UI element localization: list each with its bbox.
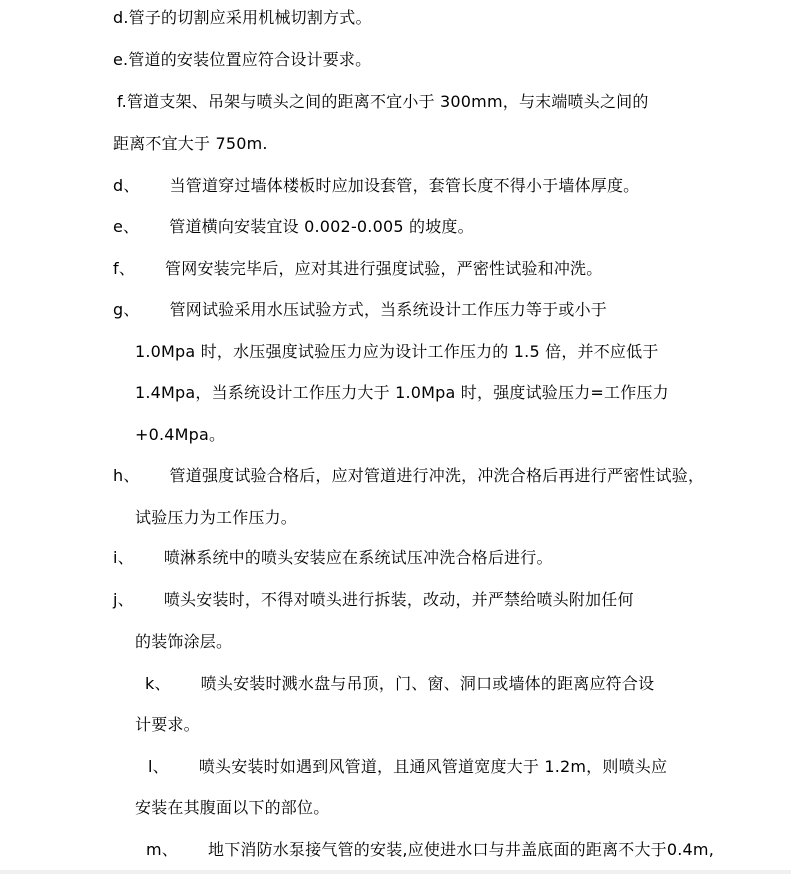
line-text: 地下消防水泵接气管的安装,应使进水口与井盖底面的距离不大于0.4m, [208,840,715,859]
line-text: 的装饰涂层。 [135,632,233,651]
list-item-d [113,176,639,196]
list-item-g [113,300,607,320]
line-text: 试验压力为工作压力。 [135,508,298,527]
text-line [135,425,225,445]
line-text: 当管道穿过墙体楼板时应加设套管，套管长度不得小于墙体厚度。 [169,176,640,195]
line-text: +0.4Mpa。 [135,425,226,444]
list-item-l [148,757,667,777]
page-bottom-edge [0,870,791,874]
list-marker: j、 [113,590,134,609]
line-text: f.管道支架、吊架与喷头之间的距离不宜小于 300mm，与末端喷头之间的 [117,92,649,111]
line-text: 1.0Mpa 时，水压强度试验压力应为设计工作压力的 1.5 倍，并不应低于 [135,342,659,361]
list-item-f [113,259,602,279]
list-marker: k、 [145,674,171,693]
list-marker: d、 [113,176,140,195]
list-item-i [113,548,553,568]
line-text: 安装在其腹面以下的部位。 [135,798,330,817]
line-text: 1.4Mpa，当系统设计工作压力大于 1.0Mpa 时，强度试验压力=工作压力 [135,383,669,402]
line-text: 管道强度试验合格后，应对管道进行冲洗，冲洗合格后再进行严密性试验， [169,466,705,485]
text-line [135,342,659,362]
list-marker: e、 [113,217,140,236]
line-text: 计要求。 [135,715,200,734]
list-marker: f、 [113,259,136,278]
line-text: 喷头安装时溅水盘与吊顶，门、窗、洞口或墙体的距离应符合设 [200,674,655,693]
list-item-e [113,217,474,237]
list-marker: m、 [146,840,178,859]
list-marker: g、 [113,300,140,319]
line-text: 管网试验采用水压试验方式，当系统设计工作压力等于或小于 [169,300,607,319]
line-text: 喷头安装时如遇到风管道，且通风管道宽度大于 1.2m，则喷头应 [198,757,668,776]
text-line [113,134,268,154]
list-item-j [113,590,634,610]
text-line [135,632,232,652]
line-text: 管道横向安装宜设 0.002-0.005 的坡度。 [169,217,474,236]
text-line [135,383,669,403]
list-marker: l、 [148,757,169,776]
text-line [135,715,200,735]
text-line [135,508,297,528]
line-text: 喷淋系统中的喷头安装应在系统试压冲洗合格后进行。 [163,548,553,567]
line-text: 管网安装完毕后，应对其进行强度试验，严密性试验和冲洗。 [165,259,603,278]
list-item-k [145,674,654,694]
line-text: 距离不宜大于 750m. [113,134,268,153]
list-marker: i、 [113,548,134,567]
list-marker: h、 [113,466,140,485]
line-text: e.管道的安装位置应符合设计要求。 [113,50,372,69]
list-item-h [113,466,704,486]
line-text: 喷头安装时，不得对喷头进行拆装，改动，并严禁给喷头附加任何 [163,590,634,609]
list-item-m [146,840,714,860]
text-line [135,798,329,818]
text-line [113,8,372,28]
text-line [117,92,649,112]
text-line [113,50,371,70]
line-text: d.管子的切割应采用机械切割方式。 [113,8,372,27]
